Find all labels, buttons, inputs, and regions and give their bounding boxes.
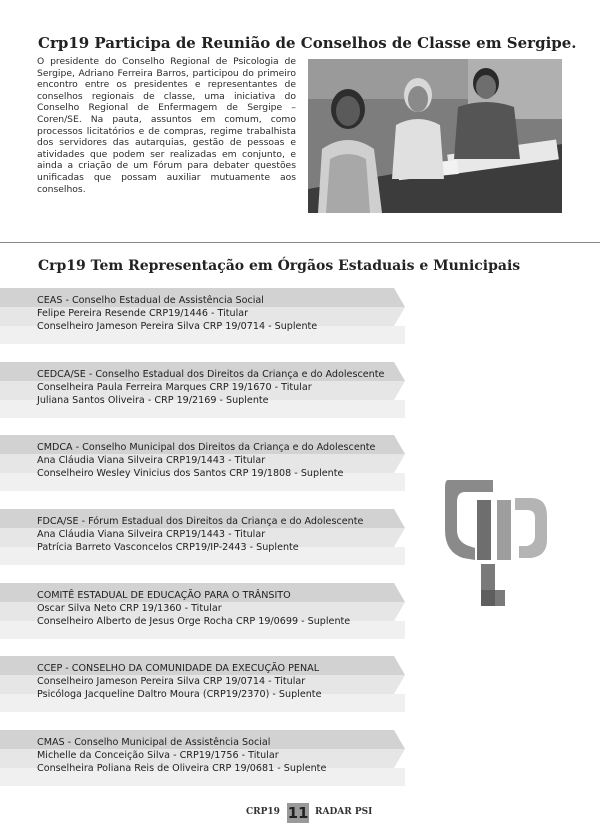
section-divider — [0, 242, 600, 243]
section-title: Crp19 Tem Representação em Órgãos Estaduais e Municipais — [38, 258, 521, 274]
entry-titular: Conselheira Paula Ferreira Marques CRP 19/1670 - Titular — [37, 382, 312, 393]
entry-titular: Conselheiro Jameson Pereira Silva CRP 19/0714 - Titular — [37, 676, 306, 687]
entry-titular: Oscar Silva Neto CRP 19/1360 - Titular — [37, 603, 222, 614]
meeting-photo-illustration — [308, 59, 562, 213]
entry-suplente: Conselheiro Wesley Vinicius dos Santos CRP 19/1808 - Suplente — [37, 468, 344, 479]
entry-suplente: Conselheiro Jameson Pereira Silva CRP 19/0714 - Suplente — [37, 321, 318, 332]
representation-entry — [0, 362, 405, 418]
representation-entry — [0, 583, 405, 639]
representation-entry — [0, 435, 405, 491]
article-body: O presidente do Conselho Regional de Psicologia de Sergipe, Adriano Ferreira Barros, participou do primeiro encontro entre os presidentes e representantes de conselhos regionais de classe, uma iniciativa do Conselho Regional de Enfermagem de Sergipe – Coren/SE. Na pauta, assuntos em comum, como processos licitatórios e de compras, regime trabalhista dos servidores das autarquias, gestão de pessoas e atividades que podem ser realizadas em conjunto, e ainda a criação de um Fórum para debater questões unificadas que possam auxiliar mutuamente aos conselhos. — [37, 56, 296, 195]
entry-suplente: Conselheira Poliana Reis de Oliveira CRP 19/0681 - Suplente — [37, 763, 327, 774]
representation-entry — [0, 730, 405, 786]
entry-suplente: Psicóloga Jacqueline Daltro Moura (CRP19/2370) - Suplente — [37, 689, 322, 700]
entry-org: FDCA/SE - Fórum Estadual dos Direitos da Criança e do Adolescente — [37, 516, 364, 527]
representation-entry — [0, 288, 405, 344]
entry-titular: Ana Cláudia Viana Silveira CRP19/1443 - Titular — [37, 529, 266, 540]
entry-org: CEAS - Conselho Estadual de Assistência Social — [37, 295, 264, 306]
entry-org: CMDCA - Conselho Municipal dos Direitos da Criança e do Adolescente — [37, 442, 376, 453]
page-footer — [0, 802, 600, 824]
psi-logo-icon — [443, 480, 553, 610]
entry-suplente: Conselheiro Alberto de Jesus Orge Rocha CRP 19/0699 - Suplente — [37, 616, 351, 627]
entry-org: CCEP - CONSELHO DA COMUNIDADE DA EXECUÇÃO PENAL — [37, 663, 320, 674]
entry-titular: Felipe Pereira Resende CRP19/1446 - Titular — [37, 308, 249, 319]
entry-suplente: Patrícia Barreto Vasconcelos CRP19/IP-2443 - Suplente — [37, 542, 299, 553]
entry-org: CMAS - Conselho Municipal de Assistência Social — [37, 737, 271, 748]
entry-suplente: Juliana Santos Oliveira - CRP 19/2169 - Suplente — [37, 395, 269, 406]
representation-entry — [0, 656, 405, 712]
entry-titular: Ana Cláudia Viana Silveira CRP19/1443 - Titular — [37, 455, 266, 466]
representation-entry — [0, 509, 405, 565]
entry-titular: Michelle da Conceição Silva - CRP19/1756 - Titular — [37, 750, 279, 761]
footer-publisher: CRP19 — [246, 807, 280, 817]
page-number: 11 — [287, 804, 309, 822]
meeting-photo — [308, 59, 562, 213]
entry-org: CEDCA/SE - Conselho Estadual dos Direitos da Criança e do Adolescente — [37, 369, 385, 380]
entry-org: COMITÊ ESTADUAL DE EDUCAÇÃO PARA O TRÂNSITO — [37, 590, 291, 601]
footer-publication: RADAR PSI — [315, 807, 373, 817]
article-title: Crp19 Participa de Reunião de Conselhos de Classe em Sergipe. — [38, 34, 577, 52]
